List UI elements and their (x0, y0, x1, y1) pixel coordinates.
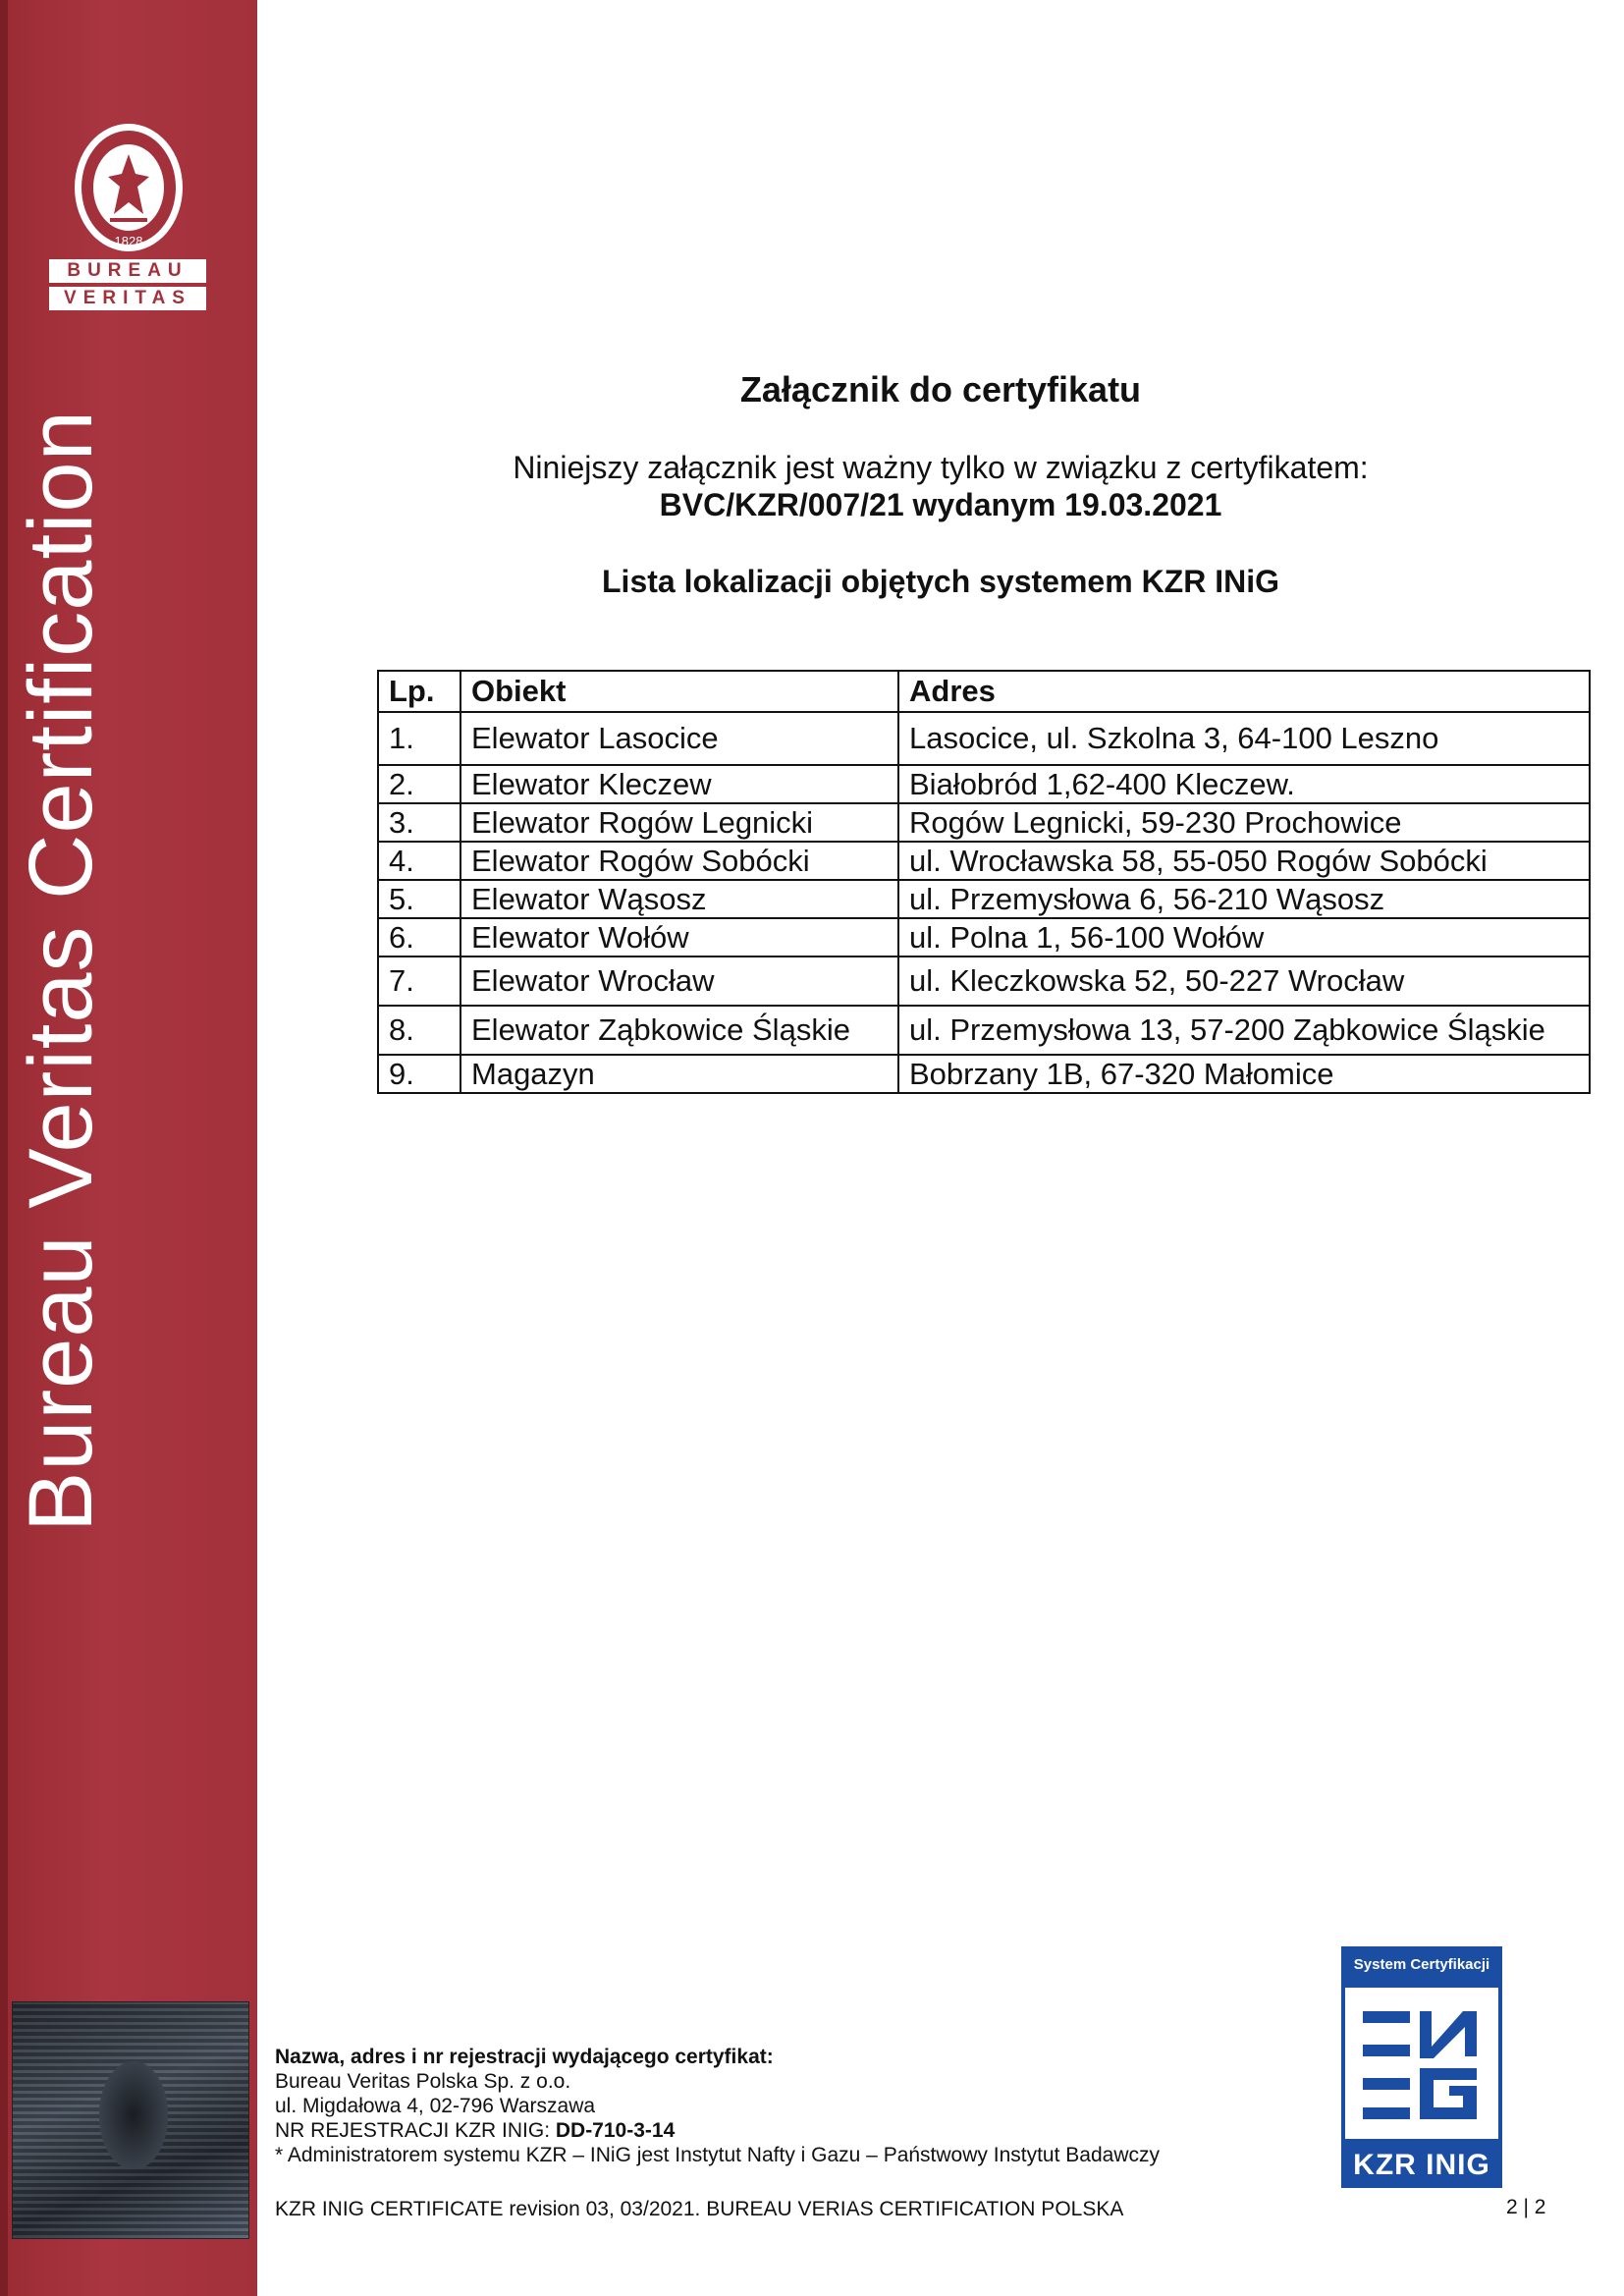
certificate-reference: BVC/KZR/007/21 wydanym 19.03.2021 (659, 487, 1222, 522)
cell-obiekt: Elewator Ząbkowice Śląskie (460, 1006, 898, 1055)
kzr-logo-mark (1341, 1984, 1502, 2143)
table-row (378, 803, 1590, 842)
table-row (378, 880, 1590, 918)
table-row (378, 918, 1590, 957)
cell-adres: Białobród 1,62-400 Kleczew. (898, 765, 1590, 803)
cell-obiekt: Elewator Wrocław (460, 957, 898, 1006)
hologram-sticker (12, 2001, 249, 2239)
issuer-note: * Administratorem systemu KZR – INiG jest Instytut Nafty i Gazu – Państwowy Instytut Badawczy (275, 2144, 1160, 2166)
table-row (378, 1006, 1590, 1055)
kzr-ing-mark-icon (1345, 1988, 1498, 2139)
footer-text: KZR INIG CERTIFICATE revision 03, 03/2021. BUREAU VERIAS CERTIFICATION POLSKA (275, 2198, 1124, 2220)
cell-adres: ul. Kleczkowska 52, 50-227 Wrocław (898, 957, 1590, 1006)
kzr-logo-bottom: KZR INIG (1341, 2143, 1502, 2188)
table-row (378, 842, 1590, 880)
cell-obiekt: Elewator Rogów Legnicki (460, 803, 898, 842)
logo-text-bureau: BUREAU (49, 259, 206, 283)
table-row (378, 957, 1590, 1006)
list-title: Lista lokalizacji objętych systemem KZR INiG (602, 564, 1279, 599)
cell-adres: ul. Przemysłowa 6, 56-210 Wąsosz (898, 880, 1590, 918)
issuer-heading: Nazwa, adres i nr rejestracji wydającego certyfikat: (275, 2046, 774, 2068)
header-lp: Lp. (378, 671, 460, 712)
seal-year: 1828 (114, 234, 143, 248)
table-row (378, 1055, 1590, 1093)
locations-table (377, 670, 1591, 1094)
issuer-registration (275, 2118, 1160, 2143)
cell-adres: ul. Wrocławska 58, 55-050 Rogów Sobócki (898, 842, 1590, 880)
cell-lp: 8. (378, 1006, 460, 1055)
cell-obiekt: Elewator Wołów (460, 918, 898, 957)
issuer-address: ul. Migdałowa 4, 02-796 Warszawa (275, 2095, 596, 2117)
cell-lp: 6. (378, 918, 460, 957)
cell-obiekt: Elewator Lasocice (460, 712, 898, 765)
cell-adres: ul. Przemysłowa 13, 57-200 Ząbkowice Śląskie (898, 1006, 1590, 1055)
cell-lp: 5. (378, 880, 460, 918)
issuer-block (275, 2045, 1160, 2167)
cell-obiekt: Elewator Rogów Sobócki (460, 842, 898, 880)
hologram-disc (99, 2061, 168, 2169)
header-adres: Adres (898, 671, 1590, 712)
vertical-text-bold: Certification (11, 410, 111, 900)
registration-value: DD-710-3-14 (555, 2119, 676, 2142)
sidebar-band (0, 0, 257, 2296)
cell-lp: 3. (378, 803, 460, 842)
cell-adres: ul. Polna 1, 56-100 Wołów (898, 918, 1590, 957)
page-number: 2 | 2 (1506, 2196, 1546, 2218)
bureau-veritas-seal-icon (71, 120, 187, 255)
cell-adres: Lasocice, ul. Szkolna 3, 64-100 Leszno (898, 712, 1590, 765)
cell-obiekt: Elewator Wąsosz (460, 880, 898, 918)
table-header-row (378, 671, 1590, 712)
page-title: Załącznik do certyfikatu (739, 369, 1142, 410)
intro-text: Niniejszy załącznik jest ważny tylko w związku z certyfikatem: (513, 450, 1369, 485)
vertical-brand-text (10, 410, 113, 1532)
cell-adres: Bobrzany 1B, 67-320 Małomice (898, 1055, 1590, 1093)
registration-label: NR REJESTRACJI KZR INIG: (275, 2119, 556, 2142)
sidebar-edge (0, 0, 8, 2296)
header-obiekt: Obiekt (460, 671, 898, 712)
cell-adres: Rogów Legnicki, 59-230 Prochowice (898, 803, 1590, 842)
cell-lp: 7. (378, 957, 460, 1006)
table-row (378, 765, 1590, 803)
table-row (378, 712, 1590, 765)
issuer-name: Bureau Veritas Polska Sp. z o.o. (275, 2070, 571, 2093)
cell-lp: 2. (378, 765, 460, 803)
kzr-logo-top: System Certyfikacji (1341, 1946, 1502, 1984)
vertical-text-light: Bureau Veritas (11, 899, 111, 1532)
cell-lp: 9. (378, 1055, 460, 1093)
cell-obiekt: Magazyn (460, 1055, 898, 1093)
kzr-inig-logo (1341, 1946, 1502, 2188)
logo-text-veritas: VERITAS (49, 287, 206, 310)
cell-obiekt: Elewator Kleczew (460, 765, 898, 803)
cell-lp: 1. (378, 712, 460, 765)
cell-lp: 4. (378, 842, 460, 880)
